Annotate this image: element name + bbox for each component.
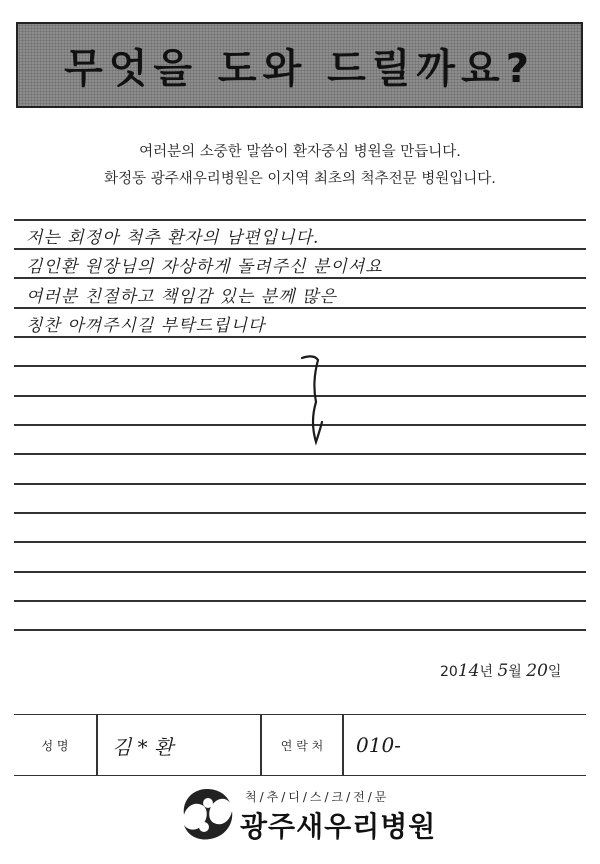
phone-value: 010- <box>356 733 401 757</box>
date-year-suffix: 14 <box>457 661 480 681</box>
message-line-3: 여러분 친절하고 책임감 있는 분께 많은 <box>26 287 337 307</box>
date-day: 20 <box>526 661 548 681</box>
date-year-prefix: 20 <box>440 664 458 680</box>
ruled-line <box>14 483 586 485</box>
ruled-line <box>14 453 586 455</box>
name-value: 김 * 환 <box>112 734 174 759</box>
ruled-line <box>14 307 586 309</box>
intro-line-2: 화정동 광주새우리병원은 이지역 최초의 척추전문 병원입니다. <box>104 171 496 187</box>
ruled-line <box>14 571 586 573</box>
message-line-1: 저는 회정아 척추 환자의 남편입니다. <box>26 228 320 248</box>
date-month-unit: 월 <box>508 664 522 680</box>
message-line-4: 칭찬 아껴주시길 부탁드립니다 <box>26 316 266 336</box>
date-line <box>440 661 561 681</box>
logo-subtitle: 척/추/디/스/크/전/문 <box>245 790 390 804</box>
hospital-emblem-icon <box>178 785 236 843</box>
ruled-line <box>14 277 586 279</box>
intro-line-1: 여러분의 소중한 말씀이 환자중심 병원을 만듭니다. <box>139 144 461 160</box>
ruled-line <box>14 248 586 250</box>
logo-name: 광주새우리병원 <box>240 810 437 843</box>
table-divider <box>342 715 344 775</box>
signature-mark <box>296 352 336 452</box>
ruled-line <box>14 600 586 602</box>
header-title: 무엇을 도와 드릴까요? <box>64 45 535 92</box>
ruled-line <box>14 541 586 543</box>
date-month: 5 <box>497 661 509 681</box>
message-line-2: 김인환 원장님의 자상하게 돌려주신 분이셔요 <box>26 257 383 277</box>
date-day-unit: 일 <box>547 664 562 680</box>
date-year-unit: 년 <box>479 664 493 680</box>
hospital-logo <box>178 783 478 843</box>
ruled-line <box>14 512 586 514</box>
header-banner <box>16 22 583 108</box>
contact-table <box>14 714 586 776</box>
ruled-line <box>14 629 586 631</box>
ruled-line <box>14 219 586 221</box>
table-divider <box>96 715 98 775</box>
name-label: 성 명 <box>41 738 69 753</box>
phone-label: 연 락 처 <box>280 738 324 753</box>
ruled-line <box>14 336 586 338</box>
